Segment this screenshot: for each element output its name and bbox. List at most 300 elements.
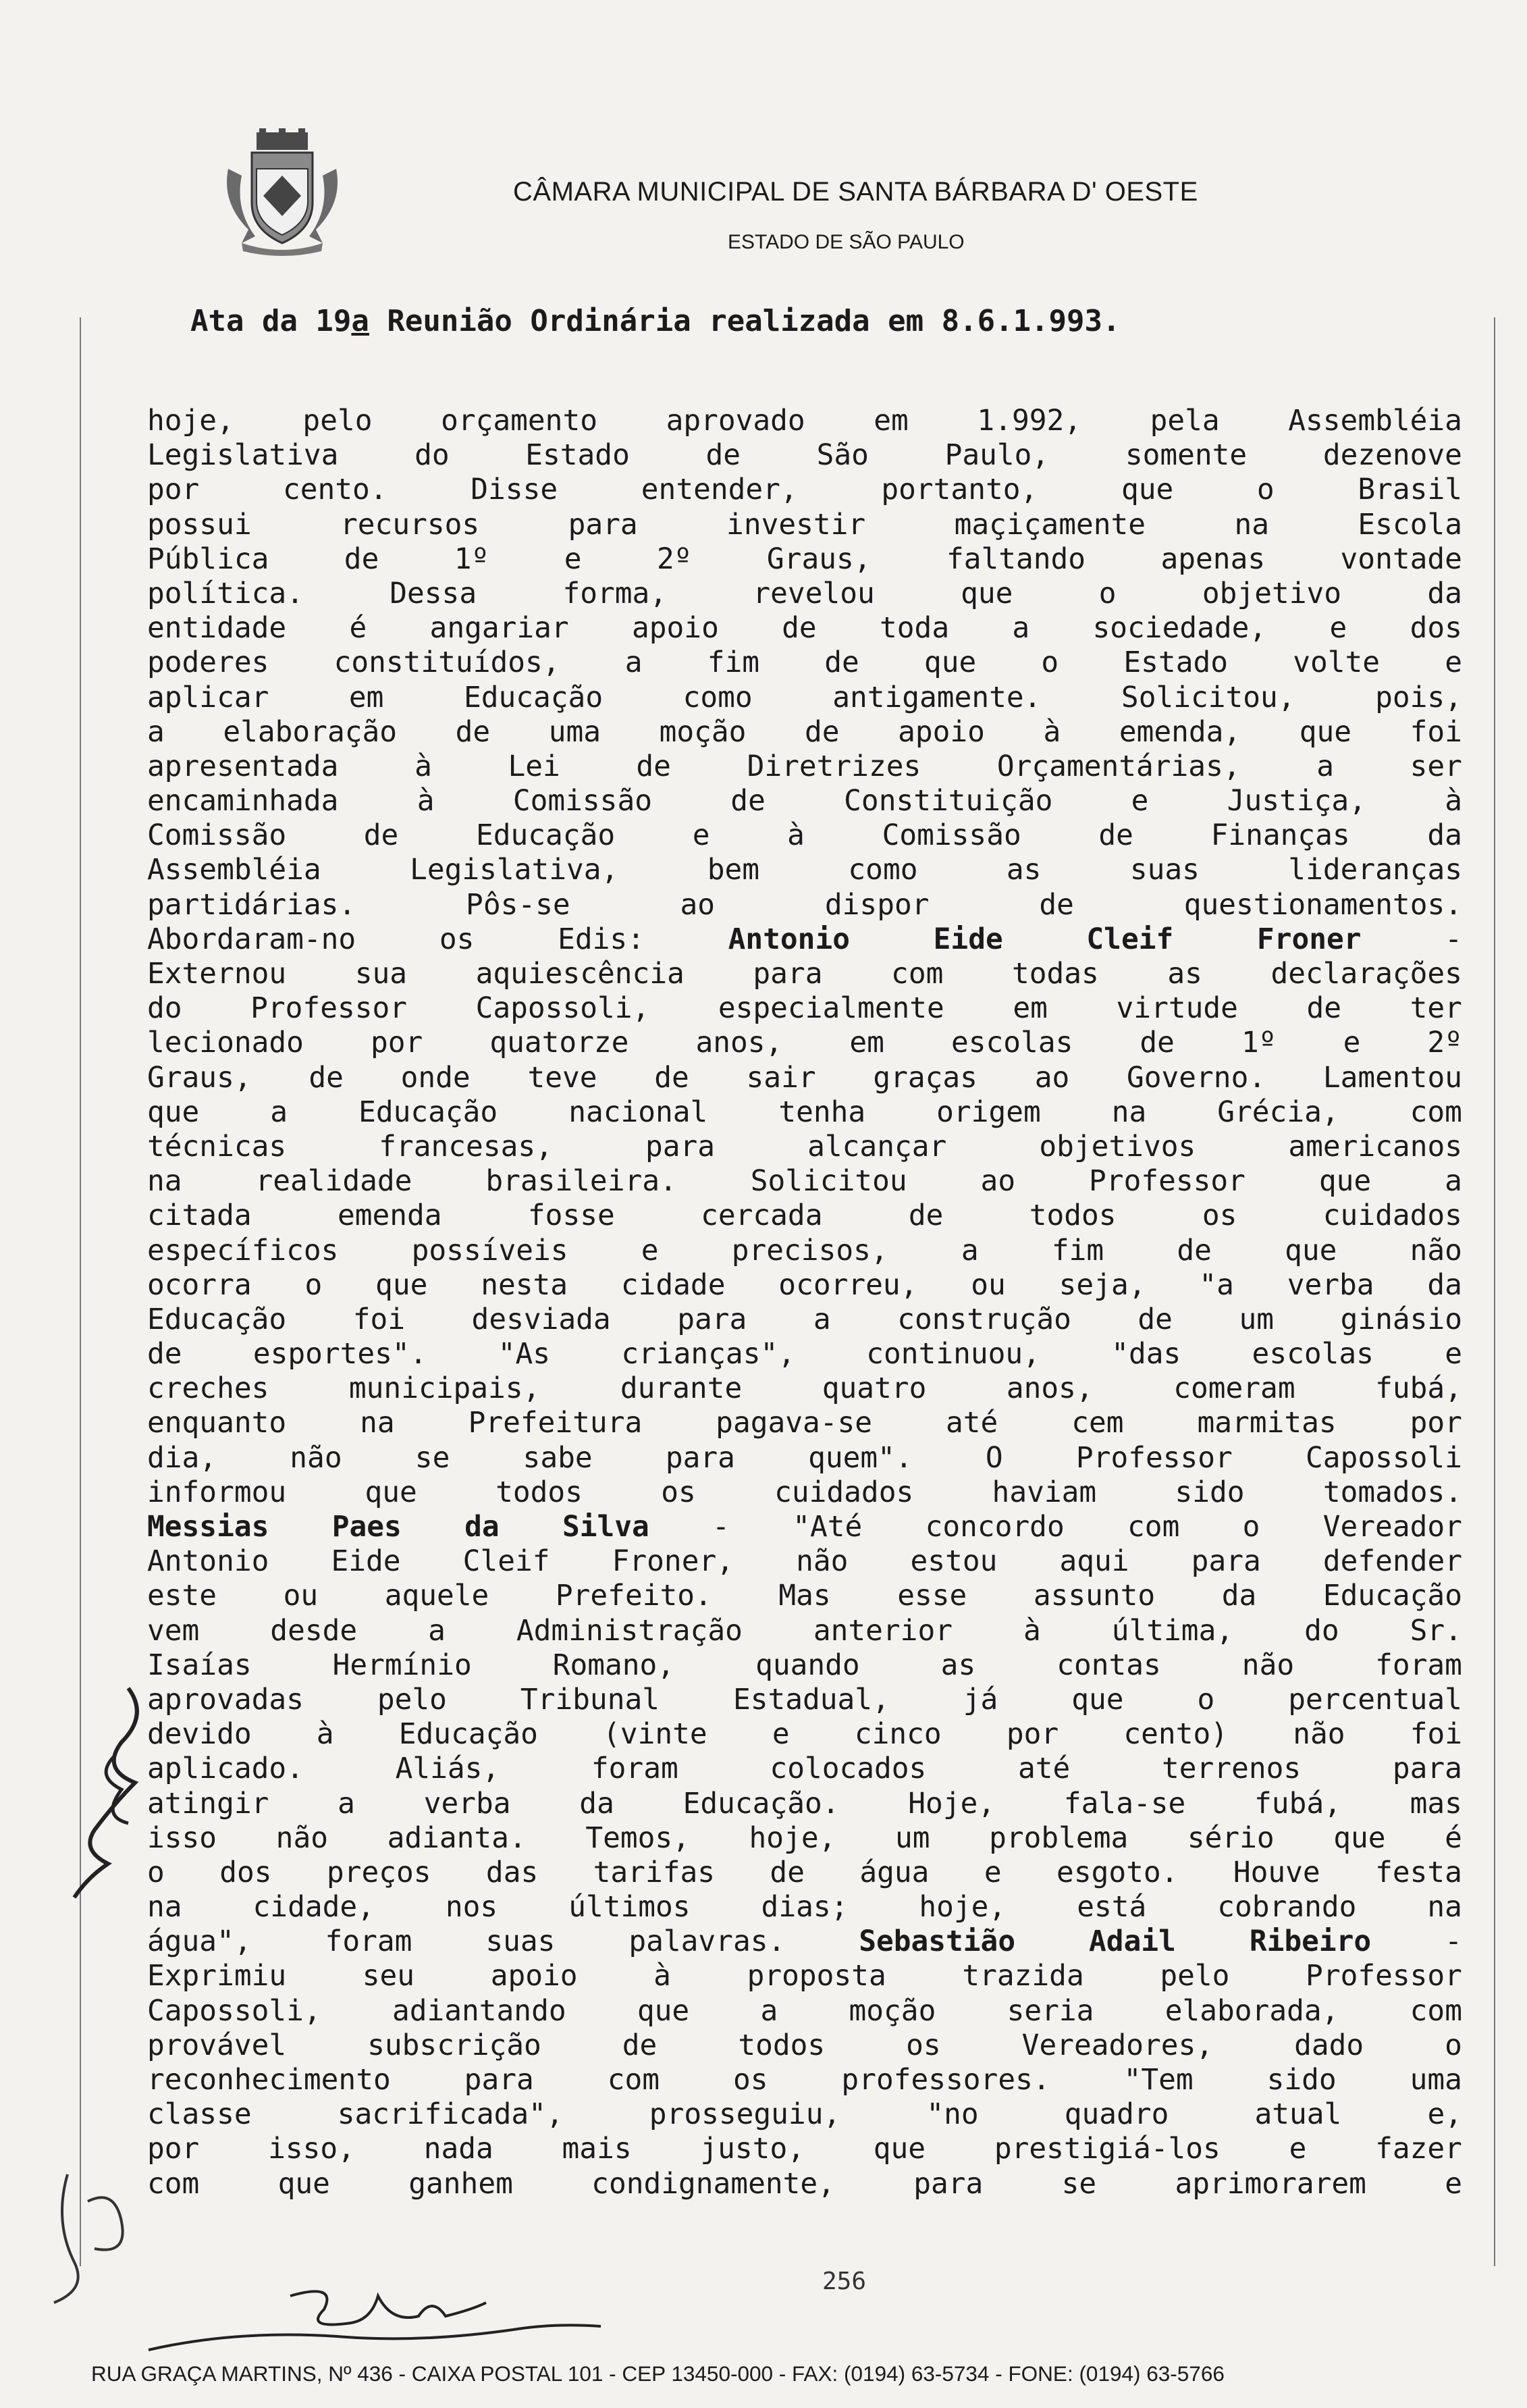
letterhead-footer-address: RUA GRAÇA MARTINS, Nº 436 - CAIXA POSTAL 101 - CEP 13450-000 - FAX: (0194) 63-5734 - FONE: (0194) 63-5766 [91,2361,1225,2386]
councillor-name-word: Silva [562,1510,649,1544]
text-word: constituídos, [333,646,560,680]
text-word: nos [445,1890,498,1925]
text-word: apenas [1160,542,1266,576]
text-word: anos, [695,1026,783,1060]
text-word: suas [485,1925,556,1959]
text-word: sabe [523,1440,593,1475]
text-word: que [923,646,977,680]
text-word: possíveis [411,1233,568,1267]
text-line [147,784,1462,818]
text-line [147,1164,1462,1199]
text-word: Comissão [512,784,652,818]
text-word: isso, [268,2132,355,2166]
text-word: que [277,2166,330,2201]
text-word: de [455,714,491,749]
text-word: fubá, [1254,1786,1341,1821]
text-word: prosseguiu, [649,2097,841,2132]
text-word: esgoto. [1056,1855,1179,1889]
text-word: que [1071,1682,1124,1717]
text-word: do [1304,1613,1339,1648]
text-word: investir [726,507,866,542]
text-word: ao [680,887,716,922]
text-word: de [1306,991,1342,1026]
text-word: o [147,1855,165,1889]
text-word: verba [423,1786,511,1821]
text-word: (vinte [603,1717,707,1752]
text-word: de [309,1060,344,1095]
text-word: a [1445,1164,1462,1199]
text-word: se [1061,2166,1097,2201]
text-word: na [147,1164,182,1199]
text-word: cobrando [1217,1890,1357,1925]
text-word: justo, [700,2132,805,2166]
text-word: ocorreu, [778,1267,918,1302]
text-word: dia, [147,1440,217,1475]
right-margin-line [1494,317,1495,2266]
text-word: Administração [516,1613,743,1648]
text-word: especialmente [718,991,944,1026]
text-line [147,1303,1462,1337]
handwritten-signature-left-margin [54,1675,162,1904]
text-word: Antonio [147,1544,269,1579]
text-word: crianças", [621,1337,795,1371]
text-word: cuidados [774,1475,914,1509]
text-word: à [1445,784,1462,818]
text-word: volte [1293,646,1381,680]
text-word: Externou [147,957,287,991]
text-word: pagava-se [716,1406,873,1440]
text-word: que [1333,1821,1386,1855]
text-word: tenha [778,1095,866,1129]
text-word: não [1293,1717,1345,1752]
text-word: objetivos [1039,1129,1196,1163]
text-word: para [568,507,638,542]
text-word: cidade [620,1267,726,1302]
text-word: Lei [508,749,560,783]
text-word: faltando [946,542,1086,576]
text-word: o [1242,1510,1260,1544]
text-word: técnicas [147,1129,287,1163]
text-word: a [624,646,643,680]
text-word: de [654,1060,689,1095]
text-line [147,957,1462,991]
text-word: à [653,1959,671,1993]
text-word: sério [1187,1821,1275,1855]
text-word: prestigiá-los [994,2132,1221,2166]
text-word: Legislativa, [410,853,619,887]
text-word: americanos [1288,1129,1462,1163]
text-word: isso [147,1821,217,1855]
text-word: ou [971,1267,1006,1302]
text-word: moção [849,1993,936,2028]
text-word: desde [270,1613,358,1648]
text-word: verba [1287,1267,1374,1302]
text-word: fim [1051,1233,1104,1267]
text-word: em [874,404,909,438]
text-word: - [1445,1925,1462,1959]
text-word: onde [400,1060,471,1095]
text-word: na [1111,1095,1147,1129]
text-word: defender [1322,1544,1462,1579]
text-line [147,1959,1462,1993]
text-word: aplicar [147,680,269,714]
text-line [147,508,1462,542]
text-word: como [682,680,753,714]
text-word: e [564,542,582,576]
text-word: de [1177,1233,1212,1267]
text-line [147,611,1462,646]
text-word: cinco [854,1717,942,1752]
text-line [147,1371,1462,1406]
text-word: aquiescência [475,957,685,991]
text-word: o [1197,1682,1215,1717]
text-word: Paulo, [944,438,1050,473]
text-word: atual [1254,2097,1342,2132]
text-word: Assembléia [1288,404,1462,438]
text-word: últimos [568,1890,691,1925]
text-word: os [661,1475,696,1509]
text-word: dezenove [1322,438,1462,473]
text-word: que [1121,473,1174,507]
text-word: brasileira. [485,1164,677,1199]
text-word: 2º [1427,1026,1462,1060]
text-word: dos [1410,611,1462,646]
text-word: para [464,2063,534,2097]
councillor-name-word: Cleif [1086,922,1174,956]
text-word: atingir [147,1786,269,1821]
text-word: elaboração [223,714,398,749]
text-word: para [677,1302,747,1336]
text-word: a [1316,749,1335,783]
text-word: revelou [753,576,875,610]
text-word: como [848,853,918,887]
text-word: tomados. [1322,1475,1462,1509]
text-word: Prefeito. [555,1579,712,1613]
text-word: O [985,1440,1003,1475]
text-word: por [147,2132,200,2166]
text-word: que [1285,1233,1337,1267]
minutes-title [190,304,1121,338]
text-word: portanto, [881,473,1038,507]
text-line [147,473,1462,507]
text-word: questionamentos. [1183,887,1462,922]
text-word: toda [880,611,950,646]
text-line [147,2029,1462,2063]
text-word: por [147,473,200,507]
text-word: professores. [841,2063,1050,2097]
text-word: à [1023,1613,1041,1648]
text-word: Prefeitura [468,1406,643,1440]
text-word: sacrificada", [337,2097,564,2132]
councillor-name-word: Froner [1256,922,1362,956]
text-word: virtude [1116,991,1238,1026]
text-word: proposta [747,1959,886,1993]
text-word: foi [1410,1717,1462,1752]
text-word: está [1077,1890,1147,1925]
text-word: Educação [1322,1579,1462,1613]
text-word: os [732,2063,768,2097]
text-word: o [1256,473,1275,507]
text-word: que [375,1267,428,1302]
text-word: que [147,1095,200,1129]
text-word: seja, [1059,1267,1146,1302]
text-word: o [1041,646,1059,680]
text-line [147,1510,1462,1544]
text-word: seu [362,1959,415,1993]
text-word: na [147,1890,182,1925]
text-line [147,542,1462,577]
text-word: Graus, [147,1060,252,1095]
text-word: pelo [1160,1959,1230,1993]
text-word: até [1018,1752,1071,1786]
text-word: poderes [147,646,269,680]
text-word: Capossoli [1306,1440,1462,1475]
text-word: teve [527,1060,597,1095]
text-line [147,1856,1462,1890]
text-word: hoje, [749,1821,836,1855]
text-word: Dessa [390,576,477,610]
text-line [147,681,1462,715]
text-line [147,1752,1462,1786]
text-word: a [147,714,165,749]
text-word: concordo [925,1510,1065,1544]
text-word: na [1234,507,1269,542]
text-word: realidade [255,1164,412,1199]
text-word: de [622,2028,658,2062]
text-word: tarifas [593,1855,716,1889]
text-word: é [1445,1821,1462,1855]
text-word: Mas [778,1579,831,1613]
text-word: para [1191,1544,1261,1579]
text-word: de [705,438,741,473]
text-word: de [1039,887,1074,922]
text-word: os [1202,1199,1237,1233]
text-word: e [1445,646,1462,680]
text-line [147,1130,1462,1164]
text-word: e [1445,2166,1462,2201]
text-word: sociedade, [1092,611,1267,646]
institution-name: CÂMARA MUNICIPAL DE SANTA BÁRBARA D' OESTE [513,177,1198,207]
text-line [147,1614,1462,1648]
text-word: devido [147,1717,252,1752]
text-word: desviada [471,1302,611,1336]
text-word: uma [1410,2063,1462,2097]
text-word: já [963,1682,998,1717]
text-word: água [859,1855,930,1889]
text-word: que [961,576,1013,610]
text-word: bem [707,853,759,887]
text-word: cercada [701,1199,823,1233]
text-word: e [1131,784,1149,818]
text-word: a [760,1993,778,2028]
text-word: das [485,1855,539,1889]
text-word: fubá, [1375,1371,1462,1406]
handwritten-signature-bottom [135,2255,608,2357]
councillor-name-word: Eide [933,922,1003,956]
text-word: específicos [147,1233,339,1267]
text-word: Pôs-se [466,887,570,922]
text-line [147,1717,1462,1752]
text-word: Capossoli, [147,1993,321,2028]
text-word: dias; [761,1890,849,1925]
text-word: Vereadores, [1021,2028,1214,2062]
text-word: as [1006,853,1042,887]
text-word: por [370,1026,423,1060]
text-word: foram [591,1752,678,1786]
text-line [147,1268,1462,1303]
text-word: Comissão [882,818,1021,853]
text-word: ao [1034,1060,1070,1095]
text-word: do [414,438,450,473]
text-word: em [849,1026,884,1060]
text-word: antigamente. [832,680,1042,714]
text-word: foram [1375,1648,1462,1682]
text-word: o [304,1267,323,1302]
text-word: pelo [302,404,373,438]
text-word: condignamente, [591,2166,835,2201]
text-line [147,1821,1462,1856]
text-word: dos [219,1855,272,1889]
text-word: vem [147,1613,200,1648]
text-word: esse [897,1579,967,1613]
text-word: fim [707,646,759,680]
text-line [147,404,1462,438]
text-word: todos [495,1475,583,1509]
text-line [147,577,1462,611]
text-word: angariar [429,611,569,646]
text-word: seria [1007,1993,1094,2028]
text-word: Estado [1123,646,1228,680]
text-word: o [1445,2028,1462,2062]
text-word: e [984,1855,1002,1889]
text-word: provável [147,2028,287,2062]
councillor-name-word: Adail [1089,1925,1176,1959]
text-word: apoio [632,611,719,646]
text-word: "Tem [1123,2063,1194,2097]
text-word: da [1427,576,1462,610]
text-word: Exprimiu [147,1959,287,1993]
text-word: entender, [641,473,798,507]
text-word: Disse [471,473,558,507]
text-word: à [787,818,805,853]
text-word: a [270,1095,288,1129]
text-word: aprovadas [147,1682,304,1717]
text-word: Brasil [1358,473,1462,507]
text-word: quando [755,1648,860,1682]
text-word: cento) [1123,1717,1228,1752]
text-word: emenda, [1119,714,1241,749]
text-line [147,991,1462,1026]
text-word: apoio [490,1959,578,1993]
text-word: precisos, [731,1233,888,1267]
text-word: sido [1266,2063,1337,2097]
text-word: de [1137,1302,1173,1336]
text-word: encaminhada [147,784,339,818]
text-word: água", [147,1925,252,1959]
text-word: aqui [1059,1544,1129,1579]
text-word: não [796,1544,849,1579]
text-line [147,2097,1462,2132]
state-name: ESTADO DE SÃO PAULO [728,231,965,253]
text-word: cem [1071,1406,1124,1440]
text-word: os [439,922,475,956]
text-word: pois, [1375,680,1462,714]
text-word: do [147,991,182,1026]
text-word: citada [147,1199,252,1233]
text-word: trazida [962,1959,1084,1993]
text-line [147,1648,1462,1683]
text-word: escolas [1252,1337,1374,1371]
text-word: nacional [568,1095,708,1129]
text-word: um [1239,1302,1275,1336]
text-word: Assembléia [147,853,321,887]
text-word: não [275,1821,328,1855]
text-word: comeram [1173,1371,1295,1406]
text-word: Professor [250,991,408,1026]
text-word: Educação [147,1302,287,1336]
text-word: à [1043,714,1061,749]
text-line [147,1095,1462,1130]
text-word: em [1013,991,1048,1026]
text-line [147,2167,1462,2201]
text-word: de [730,784,766,818]
text-word: Estado [525,438,630,473]
text-word: a [813,1302,831,1336]
text-word: um [894,1821,930,1855]
text-word: Grécia, [1217,1095,1339,1129]
text-line [147,1441,1462,1475]
text-word: classe [147,2097,252,2132]
text-word: Solicitou, [1121,680,1295,714]
text-word: Diretrizes [747,749,921,783]
text-word: declarações [1270,957,1462,991]
text-word: Escola [1358,507,1462,542]
text-line [147,1475,1462,1510]
left-margin-line [80,317,81,2266]
text-word: Professor [1075,1440,1233,1475]
text-word: ganhem [408,2166,513,2201]
text-word: de [636,749,671,783]
text-word: Educação [358,1095,498,1129]
text-line [147,1337,1462,1371]
councillor-name-word: Ribeiro [1249,1925,1372,1959]
text-word: com [1410,1993,1462,2028]
text-line [147,750,1462,784]
text-word: sido [1175,1475,1245,1509]
text-word: Eide [331,1544,401,1579]
text-word: todos [1029,1199,1117,1233]
text-word: fosse [527,1199,615,1233]
text-word: de [147,1337,182,1371]
page-number: 256 [822,2268,867,2295]
text-word: ao [980,1164,1016,1199]
text-word: e [1343,1026,1361,1060]
text-word: Vereador [1322,1510,1462,1544]
text-word: de [344,542,379,576]
text-word: Lamentou [1322,1060,1462,1095]
text-word: fazer [1375,2132,1462,2166]
text-word: mais [562,2132,632,2166]
text-line [147,646,1462,680]
text-word: para [1392,1752,1462,1786]
text-word: enquanto [147,1406,287,1440]
text-word: e, [1427,2097,1462,2132]
text-word: Capossoli, [475,991,650,1026]
text-word: em [348,680,384,714]
text-word: sua [354,957,408,991]
text-word: emenda [337,1199,442,1233]
text-word: o [1098,576,1117,610]
